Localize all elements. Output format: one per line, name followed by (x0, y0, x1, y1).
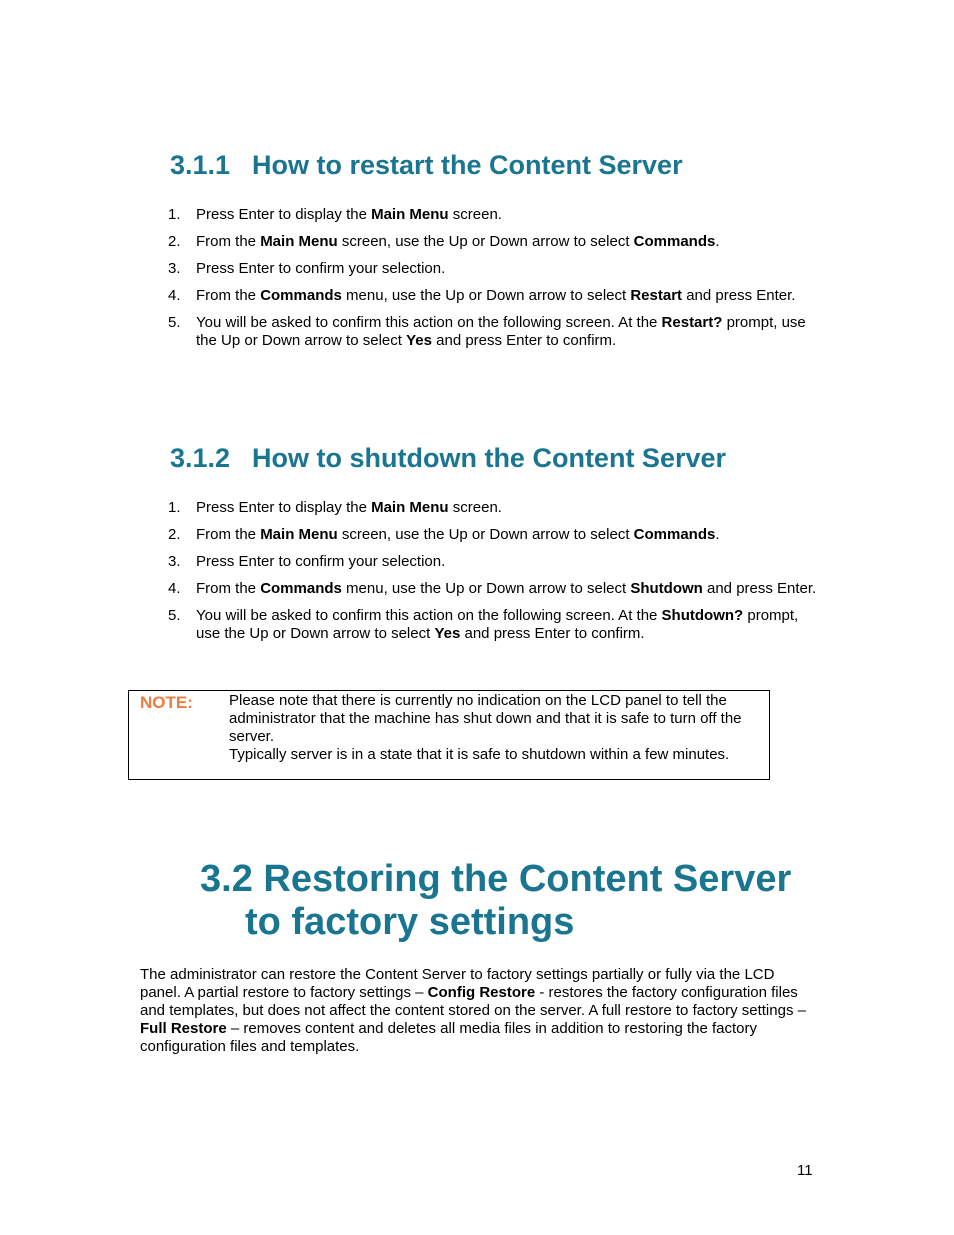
bold-term: Yes (406, 332, 432, 349)
text-run: screen, use the Up or Down arrow to select (337, 526, 634, 543)
bold-term: Main Menu (371, 206, 449, 223)
bold-term: Full Restore (140, 1020, 227, 1037)
text-run: - restores the factory configuration files and templates, but does not affect the content stored on the server. A full restore to factory settings – (140, 984, 806, 1019)
list-item (140, 206, 820, 224)
list-item-number: 5. (168, 607, 181, 624)
bold-term: Config Restore (427, 984, 536, 1001)
note-box (128, 690, 770, 780)
page-number: 11 (797, 1162, 813, 1179)
text-run: Press Enter to display the (196, 499, 372, 516)
list-item-number: 3. (168, 260, 181, 277)
text-run: and press Enter to confirm. (431, 332, 617, 349)
heading-line-1: 3.2 Restoring the Content Server (200, 858, 792, 900)
bold-term: Shutdown? (661, 607, 744, 624)
text-run: – removes content and deletes all media files in addition to restoring the factory configuration files and templates. (140, 1020, 757, 1055)
bold-term: Restart? (661, 314, 723, 331)
text-run: Press Enter to confirm your selection. (196, 553, 446, 570)
text-run: menu, use the Up or Down arrow to select (341, 580, 631, 597)
text-run: From the (196, 580, 261, 597)
note-line: Typically server is in a state that it is safe to shutdown within a few minutes. (229, 746, 730, 763)
list-item-number: 2. (168, 233, 181, 250)
list-item (140, 553, 820, 571)
note-body (229, 692, 759, 764)
text-run: and press Enter. (682, 287, 796, 304)
text-run: You will be asked to confirm this action on the following screen. At the (196, 607, 662, 624)
bold-term: Commands (633, 526, 716, 543)
list-item (140, 287, 820, 305)
text-run: and press Enter. (702, 580, 817, 597)
text-run: . (715, 233, 720, 250)
heading-restore (200, 858, 791, 944)
bold-term: Main Menu (260, 233, 338, 250)
bold-term: Shutdown (630, 580, 703, 597)
text-run: screen. (448, 499, 502, 516)
list-item-number: 2. (168, 526, 181, 543)
heading-line-2: to factory settings (245, 901, 575, 943)
text-run: Press Enter to display the (196, 206, 372, 223)
text-run: screen, use the Up or Down arrow to select (337, 233, 634, 250)
text-run: From the (196, 526, 261, 543)
text-run: screen. (448, 206, 502, 223)
text-run: prompt, use the Up or Down arrow to select (196, 607, 799, 642)
heading-text: How to shutdown the Content Server (252, 443, 727, 473)
text-run: From the (196, 287, 261, 304)
text-run: You will be asked to confirm this action on the following screen. At the (196, 314, 662, 331)
heading-shutdown (170, 443, 726, 474)
list-item (140, 499, 820, 517)
bold-term: Main Menu (371, 499, 449, 516)
list-item (140, 526, 820, 544)
heading-text: How to restart the Content Server (252, 150, 683, 180)
heading-number: 3.1.1 (170, 150, 231, 180)
bold-term: Main Menu (260, 526, 338, 543)
restart-steps-list (140, 206, 820, 359)
note-line: Please note that there is currently no indication on the LCD panel to tell the administrator that the machine has shut down and that it is safe to turn off the server. (229, 692, 742, 745)
shutdown-steps-list (140, 499, 820, 652)
list-item (140, 607, 820, 643)
list-item-number: 4. (168, 287, 181, 304)
restore-paragraph (140, 966, 810, 1056)
list-item-number: 1. (168, 206, 181, 223)
list-item-number: 5. (168, 314, 181, 331)
bold-term: Restart (630, 287, 683, 304)
text-run: prompt, use the Up or Down arrow to select (196, 314, 806, 349)
list-item-number: 4. (168, 580, 181, 597)
list-item-number: 1. (168, 499, 181, 516)
text-run: The administrator can restore the Content Server to factory settings partially or fully via the LCD panel. A partial restore to factory settings – (140, 966, 775, 1001)
list-item (140, 580, 820, 598)
note-label: NOTE: (140, 693, 193, 712)
bold-term: Commands (260, 580, 342, 597)
heading-number: 3.1.2 (170, 443, 231, 473)
bold-term: Commands (260, 287, 342, 304)
bold-term: Yes (434, 625, 461, 642)
text-run: Press Enter to confirm your selection. (196, 260, 446, 277)
heading-restart (170, 150, 683, 181)
bold-term: Commands (633, 233, 716, 250)
list-item-number: 3. (168, 553, 181, 570)
list-item (140, 260, 820, 278)
text-run: and press Enter to confirm. (460, 625, 645, 642)
text-run: menu, use the Up or Down arrow to select (341, 287, 631, 304)
list-item (140, 314, 820, 350)
text-run: From the (196, 233, 261, 250)
list-item (140, 233, 820, 251)
text-run: . (715, 526, 720, 543)
